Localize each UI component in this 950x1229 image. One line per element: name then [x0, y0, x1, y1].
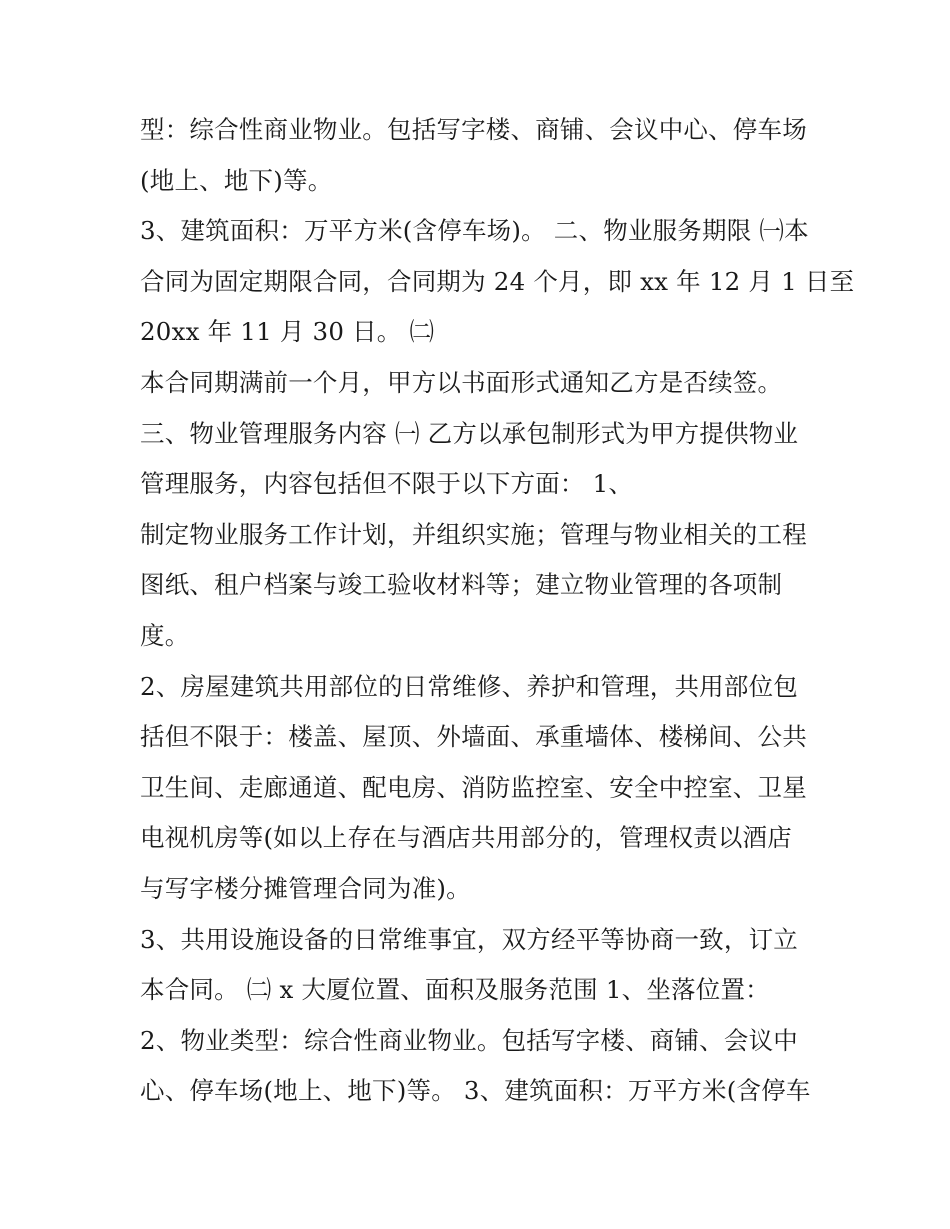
text-line: 与写字楼分摊管理合同为准)。: [140, 873, 471, 903]
text-line: 制定物业服务工作计划，并组织实施；管理与物业相关的工程: [140, 519, 807, 549]
text-line: 20xx 年 11 月 30 日。 ㈡: [140, 317, 435, 347]
text-line: 3、共用设施设备的日常维事宜，双方经平等协商一致，订立: [140, 924, 798, 954]
text-line: 本合同。 ㈡ x 大厦位置、面积及服务范围 1、坐落位置：: [140, 975, 770, 1005]
document-body: [140, 110, 855, 1122]
text-line: 电视机房等(如以上存在与酒店共用部分的，管理权责以酒店: [140, 823, 792, 853]
text-line: 型：综合性商业物业。包括写字楼、商铺、会议中心、停车场: [140, 115, 807, 144]
text-line: 3、建筑面积：万平方米(含停车场)。 二、物业服务期限 ㈠本: [140, 216, 809, 246]
text-line: 本合同期满前一个月，甲方以书面形式通知乙方是否续签。: [140, 367, 783, 397]
text-line: 图纸、租户档案与竣工验收材料等；建立物业管理的各项制: [140, 570, 783, 600]
text-line: 管理服务，内容包括但不限于以下方面： 1、: [140, 469, 634, 499]
text-line: 心、停车场(地上、地下)等。 3、建筑面积：万平方米(含停车: [140, 1076, 811, 1106]
text-line: 度。: [140, 620, 190, 650]
text-line: 合同为固定期限合同，合同期为 24 个月，即 xx 年 12 月 1 日至: [140, 266, 855, 296]
text-line: 括但不限于：楼盖、屋顶、外墙面、承重墙体、楼梯间、公共: [140, 722, 807, 752]
text-line: (地上、地下)等。: [140, 165, 333, 195]
text-line: 2、物业类型：综合性商业物业。包括写字楼、商铺、会议中: [140, 1025, 798, 1055]
text-line: 三、物业管理服务内容 ㈠ 乙方以承包制形式为甲方提供物业: [140, 418, 799, 448]
text-line: 卫生间、走廊通道、配电房、消防监控室、安全中控室、卫星: [140, 772, 807, 802]
text-line: 2、房屋建筑共用部位的日常维修、养护和管理，共用部位包: [140, 671, 798, 701]
